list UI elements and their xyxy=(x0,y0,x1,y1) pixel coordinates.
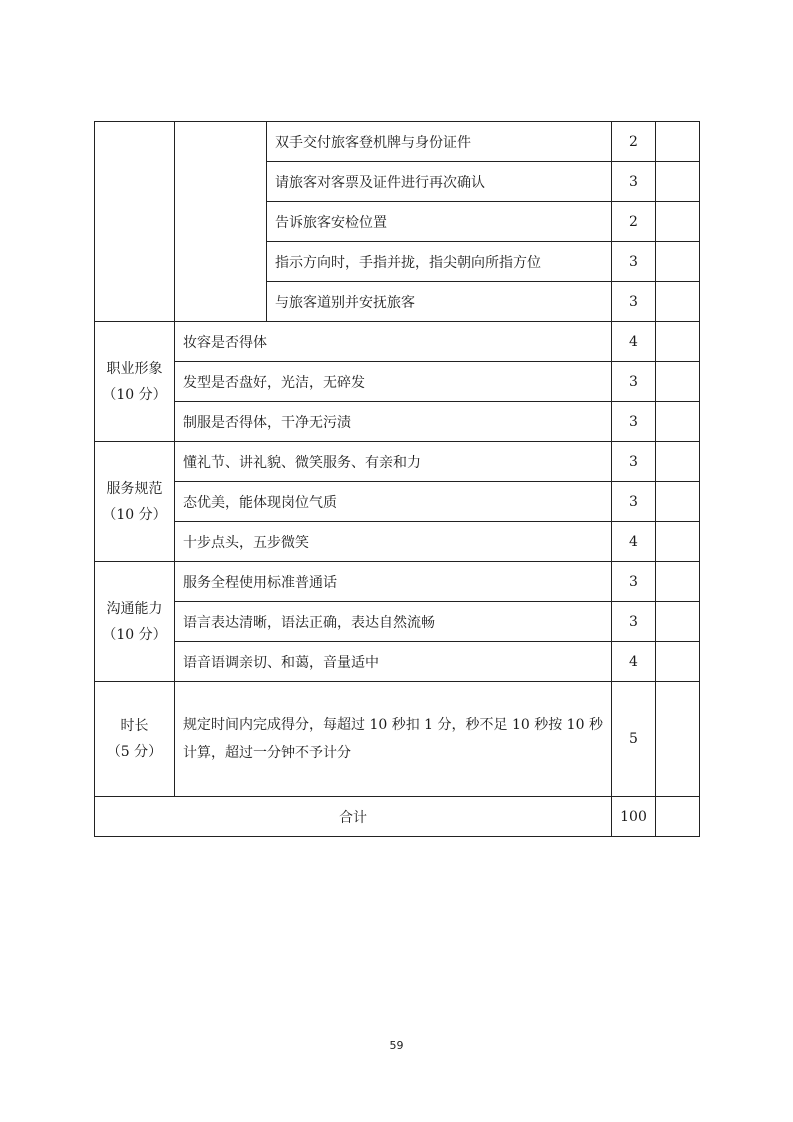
category-cell xyxy=(95,322,175,442)
item-cell: 语言表达清晰，语法正确，表达自然流畅 xyxy=(175,602,612,642)
total-score: 100 xyxy=(612,797,656,837)
category-cell xyxy=(95,442,175,562)
item-cell: 与旅客道别并安抚旅客 xyxy=(267,282,612,322)
category-points: （10 分） xyxy=(102,386,167,403)
blank-cell xyxy=(656,682,700,797)
category-name: 沟通能力 xyxy=(106,600,163,617)
blank-cell xyxy=(656,562,700,602)
item-cell: 妆容是否得体 xyxy=(175,322,612,362)
table-row xyxy=(95,482,700,522)
category-points: （10 分） xyxy=(102,506,167,523)
score-cell: 3 xyxy=(612,282,656,322)
item-cell: 懂礼节、讲礼貌、微笑服务、有亲和力 xyxy=(175,442,612,482)
item-cell: 发型是否盘好，光洁，无碎发 xyxy=(175,362,612,402)
blank-cell xyxy=(656,362,700,402)
item-text: 规定时间内完成得分，每超过 10 秒扣 1 分，秒不足 10 秒按 10 秒计算，超过一分钟不予计分 xyxy=(183,717,603,761)
category-points: （10 分） xyxy=(102,626,167,643)
item-cell: 语音语调亲切、和蔼，音量适中 xyxy=(175,642,612,682)
item-cell: 请旅客对客票及证件进行再次确认 xyxy=(267,162,612,202)
item-cell: 告诉旅客安检位置 xyxy=(267,202,612,242)
score-cell: 4 xyxy=(612,322,656,362)
category-points: （5 分） xyxy=(106,744,163,760)
category-name: 职业形象 xyxy=(106,360,163,377)
blank-cell xyxy=(656,482,700,522)
blank-cell xyxy=(656,522,700,562)
blank-cell xyxy=(656,282,700,322)
score-cell: 4 xyxy=(612,522,656,562)
item-cell: 制服是否得体，干净无污渍 xyxy=(175,402,612,442)
table-row xyxy=(95,122,700,162)
blank-cell xyxy=(656,162,700,202)
score-cell: 2 xyxy=(612,202,656,242)
score-cell: 3 xyxy=(612,482,656,522)
score-cell: 3 xyxy=(612,362,656,402)
blank-cell xyxy=(656,797,700,837)
score-cell: 2 xyxy=(612,122,656,162)
total-label: 合计 xyxy=(95,797,612,837)
table-row xyxy=(95,642,700,682)
blank-cell xyxy=(656,642,700,682)
scoring-table xyxy=(94,121,700,837)
table-row xyxy=(95,562,700,602)
table-row xyxy=(95,602,700,642)
total-row xyxy=(95,797,700,837)
category-name: 时长 xyxy=(120,718,149,734)
table-row xyxy=(95,402,700,442)
score-cell: 3 xyxy=(612,402,656,442)
category-cell-continued xyxy=(95,122,175,322)
table-row xyxy=(95,682,700,797)
blank-cell xyxy=(656,602,700,642)
blank-cell xyxy=(656,402,700,442)
score-cell: 3 xyxy=(612,602,656,642)
score-cell: 3 xyxy=(612,442,656,482)
blank-cell xyxy=(656,242,700,282)
category-cell xyxy=(95,682,175,797)
item-cell: 指示方向时，手指并拢，指尖朝向所指方位 xyxy=(267,242,612,282)
table-row xyxy=(95,442,700,482)
blank-cell xyxy=(656,322,700,362)
table-row xyxy=(95,322,700,362)
score-cell: 4 xyxy=(612,642,656,682)
table-row xyxy=(95,522,700,562)
item-cell: 态优美，能体现岗位气质 xyxy=(175,482,612,522)
score-cell: 3 xyxy=(612,242,656,282)
blank-cell xyxy=(656,122,700,162)
item-cell xyxy=(175,682,612,797)
score-cell: 3 xyxy=(612,562,656,602)
score-cell: 3 xyxy=(612,162,656,202)
subcategory-cell-continued xyxy=(175,122,267,322)
item-cell: 十步点头，五步微笑 xyxy=(175,522,612,562)
item-cell: 双手交付旅客登机牌与身份证件 xyxy=(267,122,612,162)
blank-cell xyxy=(656,202,700,242)
page-number: 59 xyxy=(389,1039,404,1052)
item-cell: 服务全程使用标准普通话 xyxy=(175,562,612,602)
blank-cell xyxy=(656,442,700,482)
category-name: 服务规范 xyxy=(106,480,163,497)
table-row xyxy=(95,362,700,402)
score-cell: 5 xyxy=(612,682,656,797)
category-cell xyxy=(95,562,175,682)
